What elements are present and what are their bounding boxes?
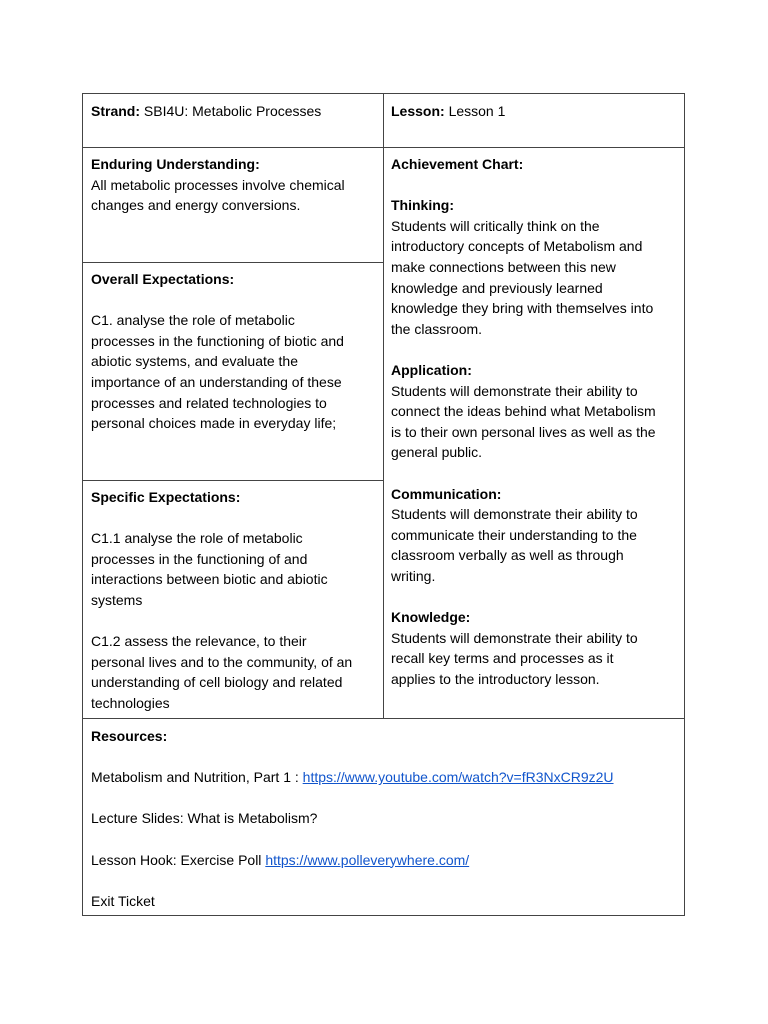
- overall-line: processes in the functioning of biotic and: [91, 332, 344, 349]
- enduring-line: changes and energy conversions.: [91, 197, 301, 214]
- thinking-heading: Thinking:: [391, 197, 454, 214]
- row-divider-resources: [83, 718, 684, 719]
- overall-expectations-cell: [83, 269, 383, 434]
- communication-line: classroom verbally as well as through: [391, 547, 624, 564]
- resources-heading: Resources:: [91, 728, 168, 744]
- lesson-cell: [383, 101, 684, 122]
- overall-line: personal choices made in everyday life;: [91, 415, 337, 432]
- resource-slides: Lecture Slides: What is Metabolism?: [91, 810, 318, 827]
- thinking-line: the classroom.: [391, 320, 483, 337]
- knowledge-line: applies to the introductory lesson.: [391, 670, 600, 687]
- thinking-line: knowledge and previously learned: [391, 279, 603, 296]
- strand-cell: [83, 101, 383, 122]
- overall-line: C1. analyse the role of metabolic: [91, 312, 295, 329]
- application-line: general public.: [391, 444, 483, 461]
- youtube-link[interactable]: https://www.youtube.com/watch?v=fR3NxCR9z2U: [302, 769, 614, 786]
- lesson-plan-table: [82, 93, 685, 916]
- enduring-line: All metabolic processes involve chemical: [91, 176, 345, 193]
- resource-video: [91, 767, 676, 788]
- achievement-chart-cell: [383, 154, 684, 689]
- overall-line: processes and related technologies to: [91, 394, 327, 411]
- row-divider-enduring: [83, 262, 383, 263]
- specific-heading: Specific Expectations:: [91, 489, 241, 505]
- specific-c11-line: systems: [91, 591, 143, 608]
- knowledge-heading: Knowledge:: [391, 609, 471, 626]
- lesson-value: Lesson 1: [448, 103, 506, 119]
- lesson-label: Lesson:: [391, 103, 445, 119]
- specific-c12-line: technologies: [91, 694, 170, 711]
- specific-expectations-cell: [83, 487, 383, 714]
- application-line: is to their own personal lives as well as the: [391, 423, 656, 440]
- resource-hook: [91, 850, 676, 871]
- resource-exit-ticket: Exit Ticket: [91, 892, 155, 909]
- specific-c11-line: processes in the functioning of and: [91, 550, 308, 567]
- specific-c12-line: C1.2 assess the relevance, to their: [91, 633, 307, 650]
- polleverywhere-link[interactable]: https://www.polleverywhere.com/: [265, 851, 470, 868]
- communication-line: communicate their understanding to the: [391, 526, 637, 543]
- communication-line: Students will demonstrate their ability to: [391, 506, 638, 523]
- communication-line: writing.: [391, 567, 436, 584]
- specific-c11-line: interactions between biotic and abiotic: [91, 571, 328, 588]
- specific-c12-line: understanding of cell biology and related: [91, 674, 343, 691]
- overall-line: importance of an understanding of these: [91, 373, 342, 390]
- knowledge-line: recall key terms and processes as it: [391, 650, 614, 667]
- resource-hook-text: Lesson Hook: Exercise Poll: [91, 851, 266, 868]
- thinking-line: make connections between this new: [391, 258, 616, 275]
- thinking-line: Students will critically think on the: [391, 217, 600, 234]
- specific-c11-line: C1.1 analyse the role of metabolic: [91, 530, 303, 547]
- application-heading: Application:: [391, 361, 472, 378]
- enduring-understanding-cell: [83, 154, 383, 216]
- thinking-line: introductory concepts of Metabolism and: [391, 238, 643, 255]
- overall-heading: Overall Expectations:: [91, 271, 235, 287]
- strand-value: SBI4U: Metabolic Processes: [143, 103, 322, 119]
- thinking-line: knowledge they bring with themselves into: [391, 300, 654, 317]
- application-line: Students will demonstrate their ability to: [391, 382, 638, 399]
- knowledge-line: Students will demonstrate their ability to: [391, 629, 638, 646]
- application-line: connect the ideas behind what Metabolism: [391, 403, 656, 420]
- resources-cell: [83, 726, 684, 911]
- communication-heading: Communication:: [391, 485, 502, 502]
- enduring-heading: Enduring Understanding:: [91, 156, 260, 172]
- specific-c12-line: personal lives and to the community, of an: [91, 653, 353, 670]
- overall-line: abiotic systems, and evaluate the: [91, 353, 299, 370]
- row-divider-overall: [83, 480, 383, 481]
- strand-label: Strand:: [91, 103, 140, 119]
- resource-video-text: Metabolism and Nutrition, Part 1 :: [91, 769, 303, 786]
- achievement-heading: Achievement Chart:: [391, 156, 524, 172]
